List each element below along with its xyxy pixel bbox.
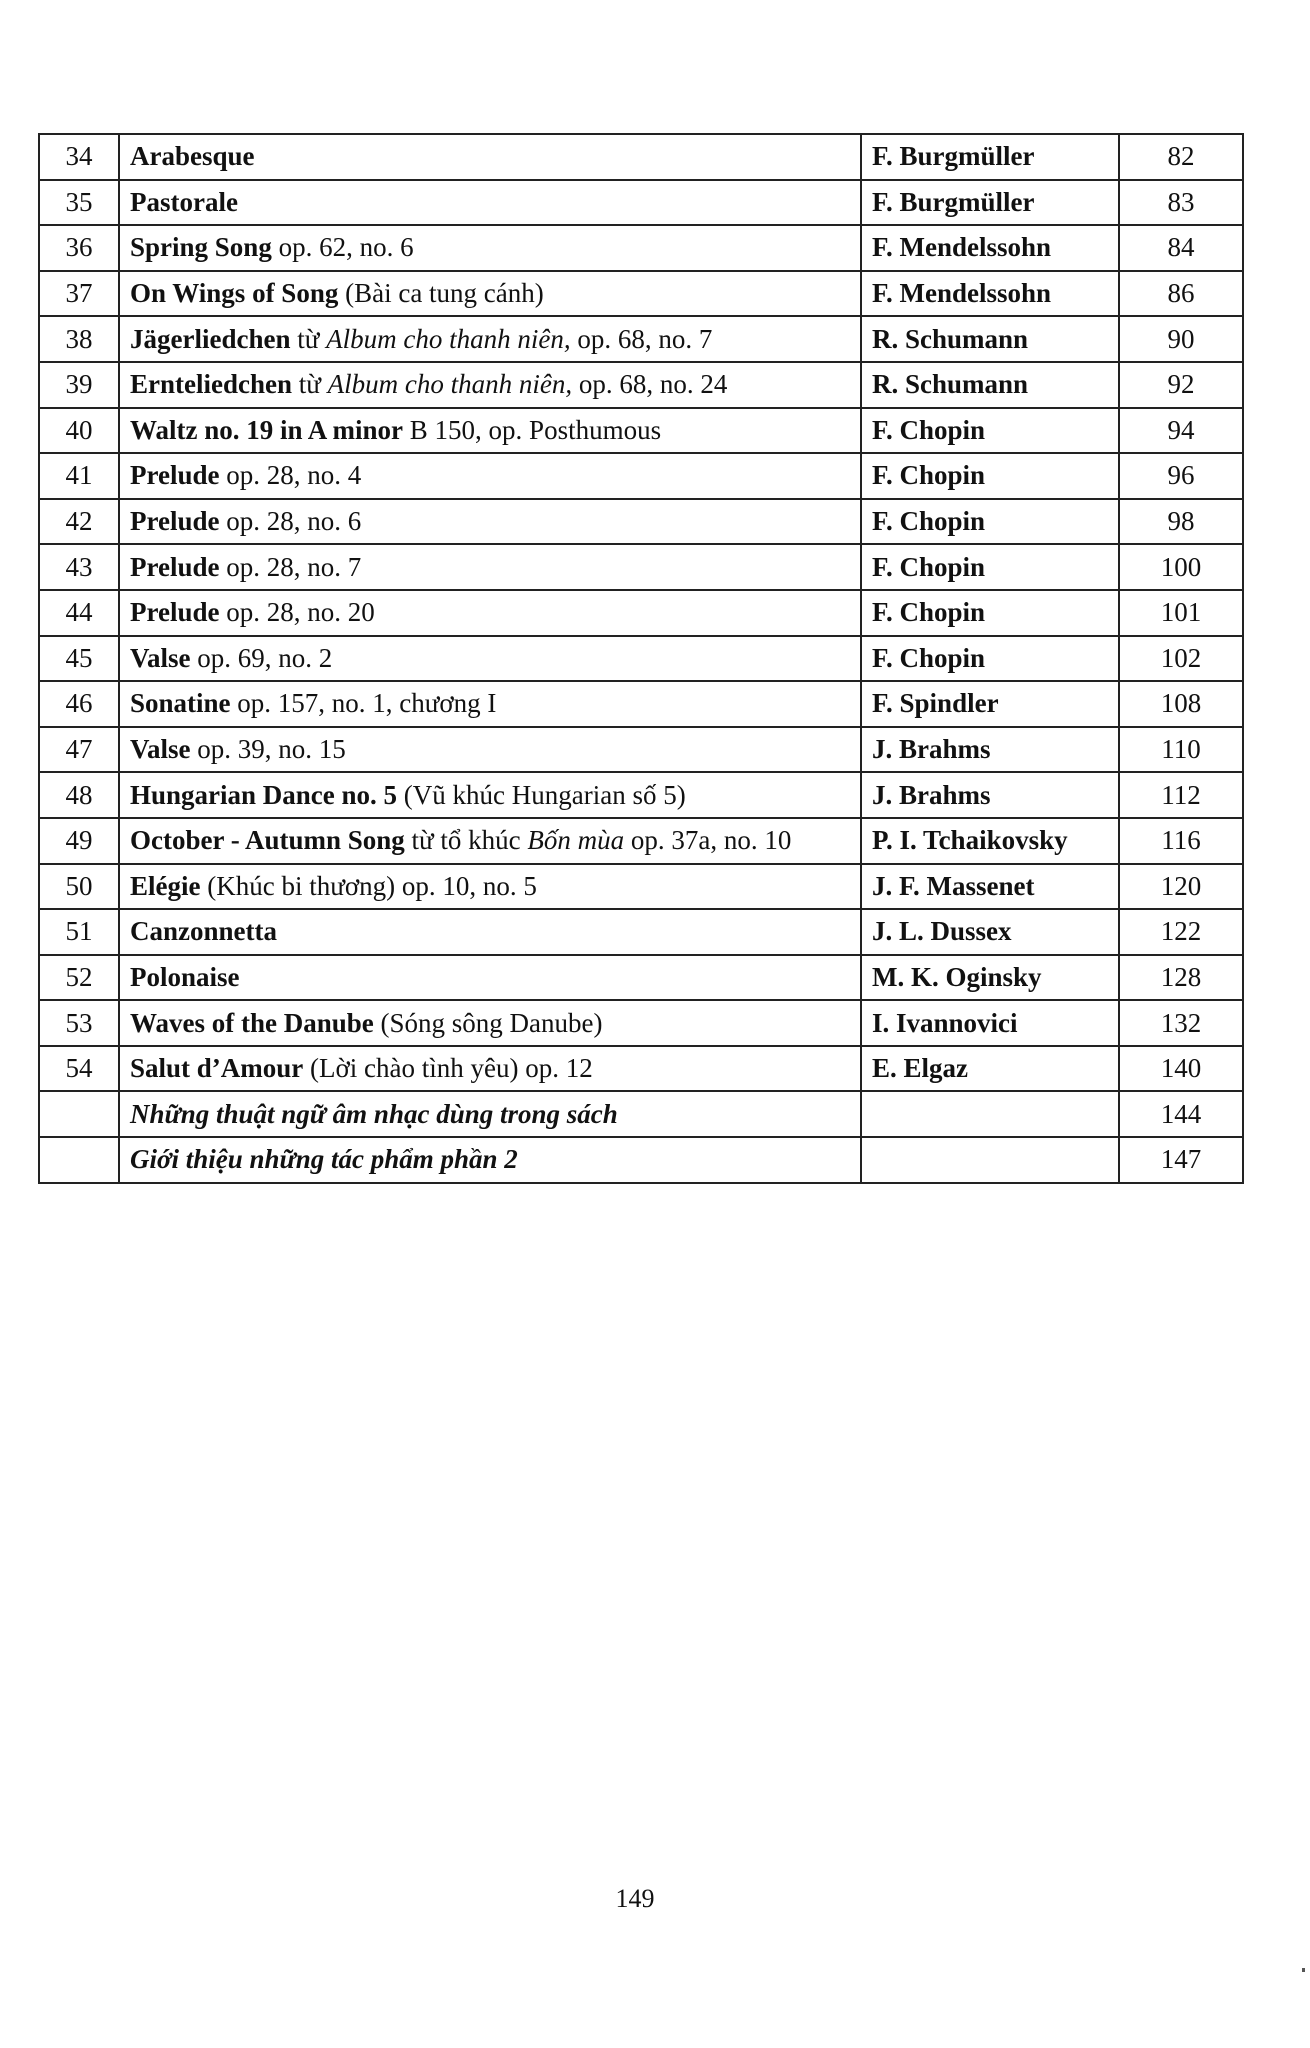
title-main: Prelude xyxy=(130,506,220,537)
composer-name: F. Chopin xyxy=(872,551,986,582)
entry-composer xyxy=(861,316,1119,362)
title-detail: op. 28, no. 4 xyxy=(219,460,362,491)
entry-number: 48 xyxy=(39,772,119,818)
table-row xyxy=(39,362,1243,408)
entry-composer xyxy=(861,955,1119,1001)
entry-title xyxy=(119,225,861,271)
table-of-contents xyxy=(38,133,1244,1184)
entry-number: 46 xyxy=(39,681,119,727)
entry-page: 96 xyxy=(1119,453,1243,499)
table-row xyxy=(39,955,1243,1001)
table-row xyxy=(39,772,1243,818)
table-row xyxy=(39,909,1243,955)
entry-number: 43 xyxy=(39,544,119,590)
title-main: On Wings of Song xyxy=(130,278,339,309)
entry-composer xyxy=(861,772,1119,818)
entry-title xyxy=(119,864,861,910)
title-main: Ernteliedchen xyxy=(130,369,292,400)
composer-name: J. Brahms xyxy=(872,734,991,765)
entry-title xyxy=(119,909,861,955)
composer-name: F. Chopin xyxy=(872,414,986,445)
title-main: Polonaise xyxy=(130,961,240,992)
table-row xyxy=(39,818,1243,864)
title-main: Arabesque xyxy=(130,141,255,172)
title-main: Prelude xyxy=(130,551,220,582)
composer-name: F. Mendelssohn xyxy=(872,232,1052,263)
entry-title xyxy=(119,1046,861,1092)
entry-page: 84 xyxy=(1119,225,1243,271)
entry-title: Giới thiệu những tác phẩm phần 2 xyxy=(119,1137,861,1183)
title-main: Elégie xyxy=(130,870,201,901)
title-main: Pastorale xyxy=(130,186,238,217)
title-detail: op. 39, no. 15 xyxy=(190,734,346,765)
entry-title xyxy=(119,499,861,545)
entry-number-empty xyxy=(39,1091,119,1137)
entry-page: 83 xyxy=(1119,180,1243,226)
entry-page: 98 xyxy=(1119,499,1243,545)
entry-page: 92 xyxy=(1119,362,1243,408)
entry-number: 45 xyxy=(39,636,119,682)
entry-composer xyxy=(861,1046,1119,1092)
title-main: Salut d’Amour xyxy=(130,1053,304,1084)
title-detail: từ xyxy=(292,369,328,400)
table-row xyxy=(39,1000,1243,1046)
entry-composer xyxy=(861,453,1119,499)
title-detail: op. 28, no. 20 xyxy=(219,597,375,628)
entry-number: 47 xyxy=(39,727,119,773)
title-main: October - Autumn Song xyxy=(130,825,405,856)
title-detail: (Vũ khúc Hungarian số 5) xyxy=(397,779,686,810)
entry-composer xyxy=(861,408,1119,454)
table-row xyxy=(39,544,1243,590)
entry-page: 132 xyxy=(1119,1000,1243,1046)
composer-name: R. Schumann xyxy=(872,369,1029,400)
table-row xyxy=(39,180,1243,226)
entry-title xyxy=(119,818,861,864)
entry-composer-empty xyxy=(861,1091,1119,1137)
title-italic: Album cho thanh niên, xyxy=(327,369,573,400)
entry-number: 50 xyxy=(39,864,119,910)
composer-name: J. L. Dussex xyxy=(872,916,1012,947)
entry-number: 52 xyxy=(39,955,119,1001)
entry-number: 42 xyxy=(39,499,119,545)
title-detail: từ tổ khúc xyxy=(404,825,528,856)
table-row xyxy=(39,1046,1243,1092)
table-row xyxy=(39,727,1243,773)
title-main: Jägerliedchen xyxy=(130,323,291,354)
composer-name: F. Chopin xyxy=(872,506,986,537)
table-row xyxy=(39,499,1243,545)
entry-number: 44 xyxy=(39,590,119,636)
entry-number: 53 xyxy=(39,1000,119,1046)
entry-number: 40 xyxy=(39,408,119,454)
entry-number: 34 xyxy=(39,134,119,180)
entry-page: 112 xyxy=(1119,772,1243,818)
composer-name: E. Elgaz xyxy=(872,1053,969,1084)
entry-composer xyxy=(861,1000,1119,1046)
entry-number: 37 xyxy=(39,271,119,317)
composer-name: F. Spindler xyxy=(872,688,999,719)
entry-composer xyxy=(861,499,1119,545)
entry-composer xyxy=(861,225,1119,271)
title-detail: op. 62, no. 6 xyxy=(271,232,414,263)
entry-title xyxy=(119,681,861,727)
entry-number: 39 xyxy=(39,362,119,408)
title-italic: Bốn mùa xyxy=(527,825,625,856)
entry-title xyxy=(119,271,861,317)
title-main: Waltz no. 19 in A minor xyxy=(130,414,404,445)
entry-page: 116 xyxy=(1119,818,1243,864)
entry-number: 38 xyxy=(39,316,119,362)
title-main: Canzonnetta xyxy=(130,916,277,947)
table-row xyxy=(39,271,1243,317)
entry-page: 100 xyxy=(1119,544,1243,590)
composer-name: M. K. Oginsky xyxy=(872,961,1042,992)
toc-body xyxy=(39,134,1243,1183)
table-row xyxy=(39,134,1243,180)
entry-number: 41 xyxy=(39,453,119,499)
entry-page: 144 xyxy=(1119,1091,1243,1137)
title-detail: (Khúc bi thương) op. 10, no. 5 xyxy=(200,870,537,901)
title-detail: (Sóng sông Danube) xyxy=(373,1007,603,1038)
entry-composer xyxy=(861,727,1119,773)
table-row xyxy=(39,1091,1243,1137)
entry-composer xyxy=(861,636,1119,682)
entry-title xyxy=(119,408,861,454)
title-detail: B 150, op. Posthumous xyxy=(403,414,662,445)
entry-page: 120 xyxy=(1119,864,1243,910)
entry-number: 51 xyxy=(39,909,119,955)
entry-number: 49 xyxy=(39,818,119,864)
entry-title xyxy=(119,772,861,818)
title-detail: từ xyxy=(290,323,327,354)
entry-title xyxy=(119,1000,861,1046)
entry-composer xyxy=(861,909,1119,955)
title-detail: op. 28, no. 7 xyxy=(219,551,362,582)
title-detail: op. 69, no. 2 xyxy=(190,642,333,673)
composer-name: F. Mendelssohn xyxy=(872,278,1052,309)
entry-page: 108 xyxy=(1119,681,1243,727)
composer-name: J. F. Massenet xyxy=(872,870,1035,901)
entry-title xyxy=(119,636,861,682)
title-italic: Album cho thanh niên, xyxy=(326,323,571,354)
entry-number: 54 xyxy=(39,1046,119,1092)
title-main: Prelude xyxy=(130,460,220,491)
entry-page: 128 xyxy=(1119,955,1243,1001)
entry-title: Những thuật ngữ âm nhạc dùng trong sách xyxy=(119,1091,861,1137)
entry-page: 86 xyxy=(1119,271,1243,317)
title-detail: (Bài ca tung cánh) xyxy=(338,278,544,309)
table-row xyxy=(39,453,1243,499)
table-row xyxy=(39,864,1243,910)
entry-page: 122 xyxy=(1119,909,1243,955)
composer-name: I. Ivannovici xyxy=(872,1007,1018,1038)
table-row xyxy=(39,316,1243,362)
composer-name: F. Burgmüller xyxy=(872,141,1035,172)
composer-name: P. I. Tchaikovsky xyxy=(872,825,1068,856)
entry-title xyxy=(119,316,861,362)
entry-composer xyxy=(861,681,1119,727)
entry-page: 147 xyxy=(1119,1137,1243,1183)
entry-composer xyxy=(861,544,1119,590)
entry-page: 94 xyxy=(1119,408,1243,454)
entry-number: 36 xyxy=(39,225,119,271)
title-tail: op. 68, no. 24 xyxy=(572,369,728,400)
title-main: Spring Song xyxy=(130,232,272,263)
entry-page: 101 xyxy=(1119,590,1243,636)
entry-page: 82 xyxy=(1119,134,1243,180)
composer-name: F. Chopin xyxy=(872,460,986,491)
title-main: Waves of the Danube xyxy=(130,1007,374,1038)
table-row xyxy=(39,681,1243,727)
entry-title xyxy=(119,727,861,773)
entry-title xyxy=(119,590,861,636)
scan-speck xyxy=(1302,1968,1305,1972)
entry-page: 140 xyxy=(1119,1046,1243,1092)
entry-title xyxy=(119,544,861,590)
entry-composer xyxy=(861,590,1119,636)
title-tail: op. 68, no. 7 xyxy=(570,323,713,354)
title-detail: op. 28, no. 6 xyxy=(219,506,362,537)
title-main: Valse xyxy=(130,642,191,673)
entry-title xyxy=(119,134,861,180)
entry-composer xyxy=(861,864,1119,910)
table-row xyxy=(39,590,1243,636)
composer-name: F. Burgmüller xyxy=(872,186,1035,217)
table-row xyxy=(39,225,1243,271)
entry-title xyxy=(119,180,861,226)
composer-name: R. Schumann xyxy=(872,323,1029,354)
entry-page: 110 xyxy=(1119,727,1243,773)
entry-number: 35 xyxy=(39,180,119,226)
entry-composer xyxy=(861,180,1119,226)
entry-composer xyxy=(861,271,1119,317)
table-row xyxy=(39,1137,1243,1183)
table-row xyxy=(39,408,1243,454)
composer-name: J. Brahms xyxy=(872,779,991,810)
title-main: Sonatine xyxy=(130,688,231,719)
entry-page: 90 xyxy=(1119,316,1243,362)
entry-title xyxy=(119,362,861,408)
entry-title xyxy=(119,955,861,1001)
entry-page: 102 xyxy=(1119,636,1243,682)
entry-composer xyxy=(861,134,1119,180)
title-tail: op. 37a, no. 10 xyxy=(624,825,792,856)
table-row xyxy=(39,636,1243,682)
title-main: Hungarian Dance no. 5 xyxy=(130,779,398,810)
entry-number-empty xyxy=(39,1137,119,1183)
page-number: 149 xyxy=(615,1884,655,1913)
entry-title xyxy=(119,453,861,499)
title-detail: op. 157, no. 1, chương I xyxy=(230,688,497,719)
composer-name: F. Chopin xyxy=(872,642,986,673)
title-main: Valse xyxy=(130,734,191,765)
title-detail: (Lời chào tình yêu) op. 12 xyxy=(303,1053,593,1084)
composer-name: F. Chopin xyxy=(872,597,986,628)
title-main: Prelude xyxy=(130,597,220,628)
entry-composer xyxy=(861,362,1119,408)
entry-composer-empty xyxy=(861,1137,1119,1183)
entry-composer xyxy=(861,818,1119,864)
